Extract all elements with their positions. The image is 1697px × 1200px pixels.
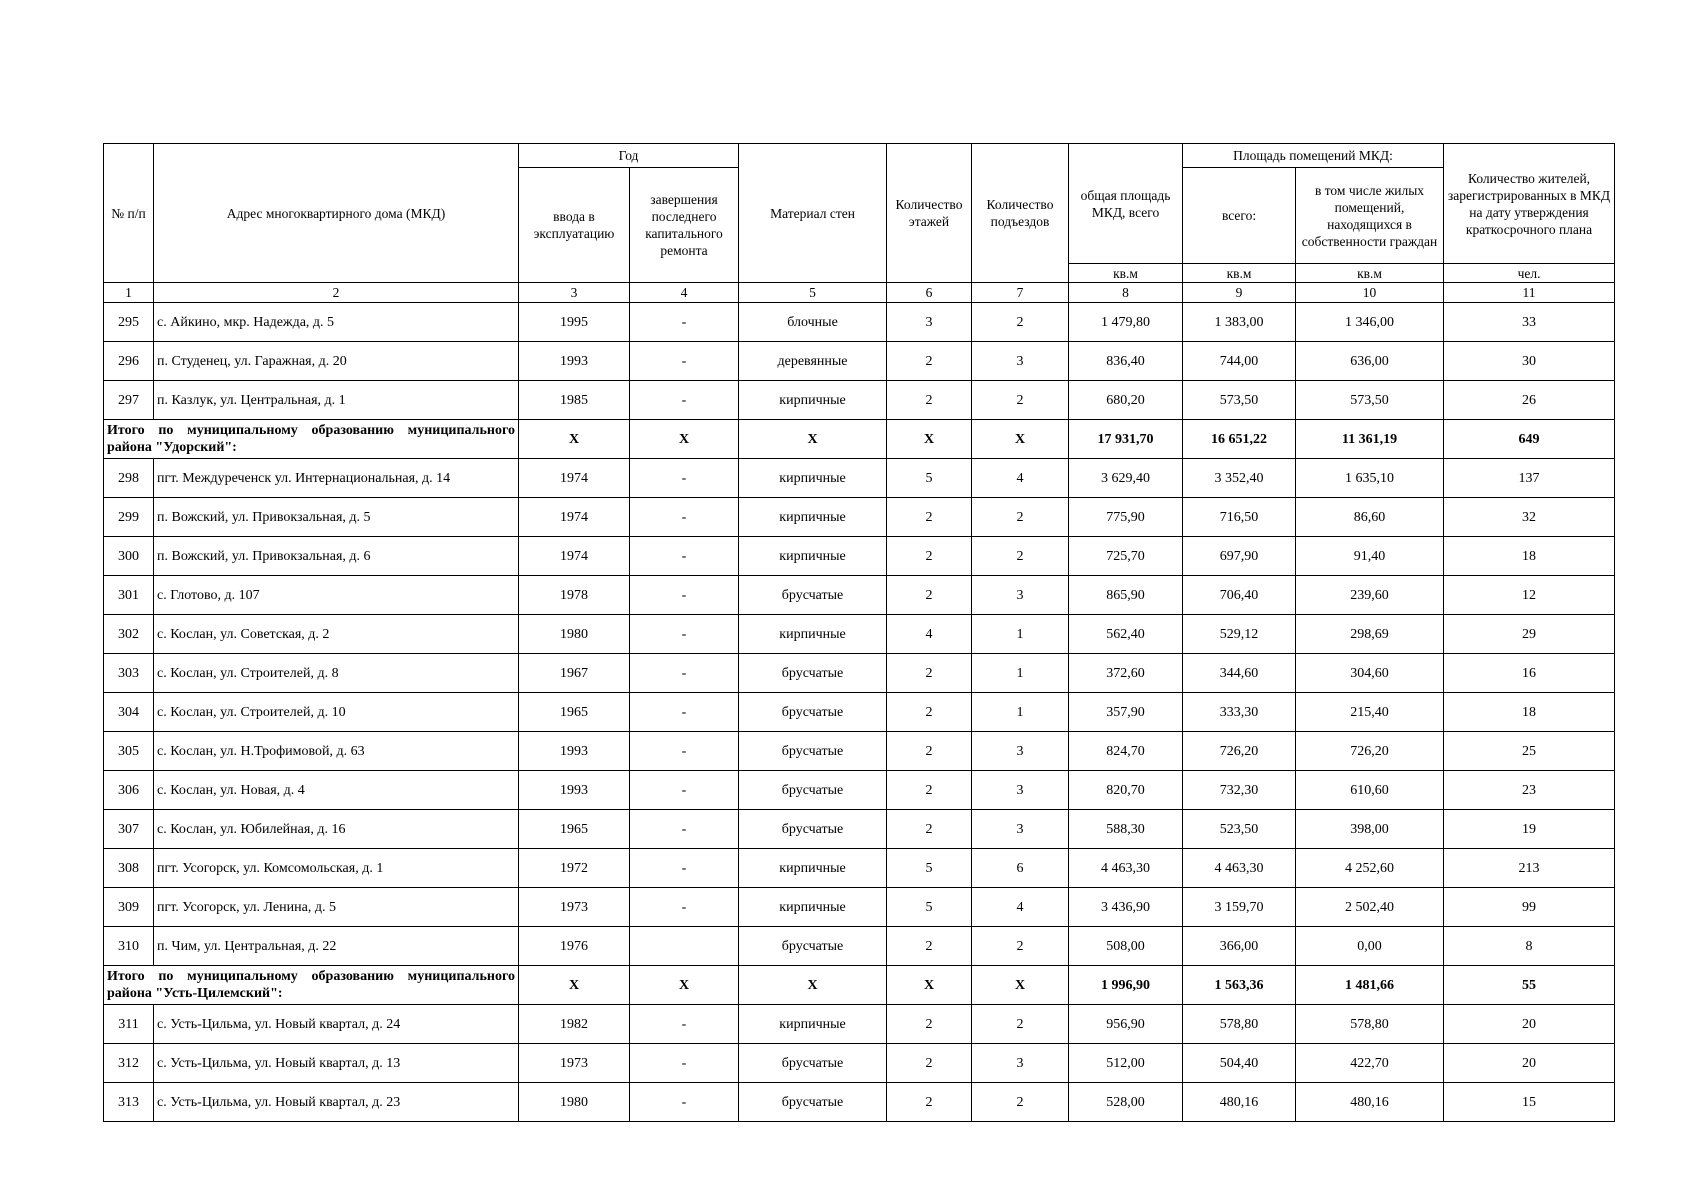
cell-year-last-repair: - — [630, 1044, 739, 1083]
column-number: 9 — [1183, 283, 1296, 303]
cell-floors: 2 — [887, 1044, 972, 1083]
column-number: 2 — [154, 283, 519, 303]
cell-entrances: X — [972, 420, 1069, 459]
cell-year-last-repair: - — [630, 732, 739, 771]
cell-area-all: 4 463,30 — [1183, 849, 1296, 888]
column-number: 3 — [519, 283, 630, 303]
cell-entrances: 3 — [972, 342, 1069, 381]
cell-entrances: 3 — [972, 732, 1069, 771]
cell-year-commission: 1973 — [519, 888, 630, 927]
cell-residents: 30 — [1444, 342, 1615, 381]
cell-wall-material: кирпичные — [739, 537, 887, 576]
cell-row-number: 297 — [104, 381, 154, 420]
cell-area-residential: 636,00 — [1296, 342, 1444, 381]
cell-total-area: 3 436,90 — [1069, 888, 1183, 927]
cell-entrances: 1 — [972, 693, 1069, 732]
cell-area-residential: 422,70 — [1296, 1044, 1444, 1083]
table-row — [104, 1083, 1615, 1122]
cell-residents: 32 — [1444, 498, 1615, 537]
cell-year-commission: 1982 — [519, 1005, 630, 1044]
cell-year-commission: 1974 — [519, 537, 630, 576]
subtotal-label: Итого по муниципальному образованию муниципального района "Усть-Цилемский": — [104, 966, 519, 1005]
cell-row-number: 311 — [104, 1005, 154, 1044]
cell-entrances: 2 — [972, 303, 1069, 342]
cell-address: с. Кослан, ул. Строителей, д. 8 — [154, 654, 519, 693]
cell-area-residential: 86,60 — [1296, 498, 1444, 537]
cell-area-residential: 578,80 — [1296, 1005, 1444, 1044]
cell-entrances: 1 — [972, 615, 1069, 654]
table-header — [104, 144, 1615, 303]
cell-area-residential: 1 481,66 — [1296, 966, 1444, 1005]
cell-area-all: 1 563,36 — [1183, 966, 1296, 1005]
cell-floors: 2 — [887, 771, 972, 810]
cell-entrances: 6 — [972, 849, 1069, 888]
header-year-group: Год — [519, 144, 739, 168]
cell-floors: 2 — [887, 537, 972, 576]
cell-total-area: 372,60 — [1069, 654, 1183, 693]
cell-year-last-repair: - — [630, 303, 739, 342]
cell-address: с. Кослан, ул. Строителей, д. 10 — [154, 693, 519, 732]
cell-floors: 2 — [887, 927, 972, 966]
table-row — [104, 732, 1615, 771]
cell-row-number: 300 — [104, 537, 154, 576]
cell-wall-material: брусчатые — [739, 576, 887, 615]
cell-row-number: 304 — [104, 693, 154, 732]
cell-wall-material: брусчатые — [739, 810, 887, 849]
cell-entrances: 2 — [972, 381, 1069, 420]
cell-entrances: 4 — [972, 888, 1069, 927]
header-year-last-repair: завершения последнего капитального ремонта — [630, 168, 739, 283]
table-row — [104, 1044, 1615, 1083]
cell-wall-material: брусчатые — [739, 732, 887, 771]
table-row — [104, 459, 1615, 498]
cell-area-all: 3 352,40 — [1183, 459, 1296, 498]
cell-residents: 16 — [1444, 654, 1615, 693]
cell-total-area: 820,70 — [1069, 771, 1183, 810]
cell-area-all: 366,00 — [1183, 927, 1296, 966]
cell-row-number: 295 — [104, 303, 154, 342]
cell-year-last-repair: - — [630, 1083, 739, 1122]
table-row — [104, 810, 1615, 849]
cell-floors: 2 — [887, 693, 972, 732]
cell-area-all: 1 383,00 — [1183, 303, 1296, 342]
cell-wall-material: брусчатые — [739, 927, 887, 966]
cell-wall-material: блочные — [739, 303, 887, 342]
header-premises-area-group: Площадь помещений МКД: — [1183, 144, 1444, 168]
cell-year-last-repair: - — [630, 849, 739, 888]
header-address: Адрес многоквартирного дома (МКД) — [154, 144, 519, 283]
cell-area-residential: 298,69 — [1296, 615, 1444, 654]
cell-residents: 99 — [1444, 888, 1615, 927]
column-number-row — [104, 283, 1615, 303]
cell-entrances: 3 — [972, 576, 1069, 615]
cell-wall-material: кирпичные — [739, 849, 887, 888]
cell-total-area: 562,40 — [1069, 615, 1183, 654]
cell-area-residential: 480,16 — [1296, 1083, 1444, 1122]
cell-year-commission: 1976 — [519, 927, 630, 966]
cell-area-residential: 398,00 — [1296, 810, 1444, 849]
cell-area-residential: 91,40 — [1296, 537, 1444, 576]
cell-area-all: 529,12 — [1183, 615, 1296, 654]
cell-row-number: 296 — [104, 342, 154, 381]
cell-floors: 2 — [887, 1005, 972, 1044]
cell-entrances: 4 — [972, 459, 1069, 498]
cell-year-commission: 1993 — [519, 342, 630, 381]
cell-year-last-repair: - — [630, 1005, 739, 1044]
cell-area-all: 697,90 — [1183, 537, 1296, 576]
subtotal-row — [104, 966, 1615, 1005]
cell-address: с. Усть-Цильма, ул. Новый квартал, д. 13 — [154, 1044, 519, 1083]
cell-residents: 12 — [1444, 576, 1615, 615]
header-floors: Количество этажей — [887, 144, 972, 283]
cell-total-area: 4 463,30 — [1069, 849, 1183, 888]
cell-total-area: 357,90 — [1069, 693, 1183, 732]
cell-total-area: 824,70 — [1069, 732, 1183, 771]
header-wall-material: Материал стен — [739, 144, 887, 283]
cell-year-last-repair: - — [630, 693, 739, 732]
cell-residents: 26 — [1444, 381, 1615, 420]
header-entrances: Количество подъездов — [972, 144, 1069, 283]
table-body — [104, 303, 1615, 1122]
cell-year-commission: 1967 — [519, 654, 630, 693]
cell-year-commission: 1973 — [519, 1044, 630, 1083]
cell-year-commission: 1980 — [519, 1083, 630, 1122]
cell-year-commission: 1974 — [519, 459, 630, 498]
cell-entrances: X — [972, 966, 1069, 1005]
mkd-register-table — [103, 143, 1615, 1122]
cell-area-all: 480,16 — [1183, 1083, 1296, 1122]
cell-wall-material: X — [739, 420, 887, 459]
cell-floors: 5 — [887, 459, 972, 498]
table-row — [104, 654, 1615, 693]
header-residents: Количество жителей, зарегистрированных в МКД на дату утверждения краткосрочного плана — [1444, 144, 1615, 264]
cell-wall-material: кирпичные — [739, 888, 887, 927]
cell-area-residential: 726,20 — [1296, 732, 1444, 771]
cell-area-all: 344,60 — [1183, 654, 1296, 693]
cell-total-area: 17 931,70 — [1069, 420, 1183, 459]
cell-row-number: 302 — [104, 615, 154, 654]
cell-residents: 15 — [1444, 1083, 1615, 1122]
cell-wall-material: брусчатые — [739, 771, 887, 810]
column-number: 1 — [104, 283, 154, 303]
cell-year-commission: 1985 — [519, 381, 630, 420]
column-number: 6 — [887, 283, 972, 303]
cell-entrances: 2 — [972, 498, 1069, 537]
cell-wall-material: кирпичные — [739, 1005, 887, 1044]
cell-row-number: 298 — [104, 459, 154, 498]
table-row — [104, 615, 1615, 654]
cell-wall-material: брусчатые — [739, 1044, 887, 1083]
cell-total-area: 836,40 — [1069, 342, 1183, 381]
subtotal-row — [104, 420, 1615, 459]
cell-floors: X — [887, 420, 972, 459]
cell-row-number: 313 — [104, 1083, 154, 1122]
cell-entrances: 2 — [972, 927, 1069, 966]
cell-year-commission: 1978 — [519, 576, 630, 615]
cell-row-number: 306 — [104, 771, 154, 810]
cell-residents: 19 — [1444, 810, 1615, 849]
cell-entrances: 1 — [972, 654, 1069, 693]
cell-residents: 8 — [1444, 927, 1615, 966]
cell-address: пгт. Междуреченск ул. Интернациональная, д. 14 — [154, 459, 519, 498]
cell-area-residential: 4 252,60 — [1296, 849, 1444, 888]
cell-year-commission: 1965 — [519, 810, 630, 849]
cell-residents: 18 — [1444, 537, 1615, 576]
cell-address: п. Казлук, ул. Центральная, д. 1 — [154, 381, 519, 420]
cell-year-commission: X — [519, 420, 630, 459]
cell-total-area: 512,00 — [1069, 1044, 1183, 1083]
cell-wall-material: брусчатые — [739, 654, 887, 693]
unit-area-residential: кв.м — [1296, 264, 1444, 283]
register-sheet — [103, 143, 1614, 1122]
cell-wall-material: кирпичные — [739, 381, 887, 420]
cell-address: п. Студенец, ул. Гаражная, д. 20 — [154, 342, 519, 381]
header-year-commission: ввода в эксплуатацию — [519, 168, 630, 283]
table-row — [104, 537, 1615, 576]
cell-area-all: 706,40 — [1183, 576, 1296, 615]
table-row — [104, 888, 1615, 927]
cell-residents: 213 — [1444, 849, 1615, 888]
cell-year-last-repair: - — [630, 615, 739, 654]
cell-row-number: 308 — [104, 849, 154, 888]
cell-area-residential: 1 635,10 — [1296, 459, 1444, 498]
cell-residents: 18 — [1444, 693, 1615, 732]
cell-row-number: 309 — [104, 888, 154, 927]
cell-year-last-repair: X — [630, 966, 739, 1005]
header-no: № п/п — [104, 144, 154, 283]
cell-wall-material: деревянные — [739, 342, 887, 381]
cell-floors: 5 — [887, 849, 972, 888]
cell-floors: 2 — [887, 498, 972, 537]
table-row — [104, 303, 1615, 342]
cell-area-residential: 304,60 — [1296, 654, 1444, 693]
cell-floors: 2 — [887, 342, 972, 381]
header-area-all: всего: — [1183, 168, 1296, 264]
column-number: 7 — [972, 283, 1069, 303]
table-row — [104, 342, 1615, 381]
table-row — [104, 498, 1615, 537]
cell-total-area: 1 479,80 — [1069, 303, 1183, 342]
cell-wall-material: кирпичные — [739, 498, 887, 537]
cell-year-last-repair: - — [630, 888, 739, 927]
cell-year-last-repair: - — [630, 537, 739, 576]
cell-total-area: 588,30 — [1069, 810, 1183, 849]
cell-total-area: 680,20 — [1069, 381, 1183, 420]
cell-area-all: 573,50 — [1183, 381, 1296, 420]
table-row — [104, 849, 1615, 888]
cell-area-all: 744,00 — [1183, 342, 1296, 381]
cell-year-commission: 1965 — [519, 693, 630, 732]
cell-area-residential: 1 346,00 — [1296, 303, 1444, 342]
cell-total-area: 3 629,40 — [1069, 459, 1183, 498]
table-row — [104, 927, 1615, 966]
unit-area-all: кв.м — [1183, 264, 1296, 283]
cell-row-number: 312 — [104, 1044, 154, 1083]
cell-area-residential: 610,60 — [1296, 771, 1444, 810]
header-total-area: общая площадь МКД, всего — [1069, 144, 1183, 264]
cell-area-all: 16 651,22 — [1183, 420, 1296, 459]
cell-residents: 25 — [1444, 732, 1615, 771]
cell-year-commission: 1972 — [519, 849, 630, 888]
cell-area-all: 716,50 — [1183, 498, 1296, 537]
cell-floors: 2 — [887, 810, 972, 849]
cell-row-number: 301 — [104, 576, 154, 615]
cell-floors: 2 — [887, 1083, 972, 1122]
cell-address: п. Чим, ул. Центральная, д. 22 — [154, 927, 519, 966]
cell-year-commission: 1974 — [519, 498, 630, 537]
cell-entrances: 3 — [972, 771, 1069, 810]
cell-area-residential: 0,00 — [1296, 927, 1444, 966]
cell-wall-material: X — [739, 966, 887, 1005]
cell-address: п. Вожский, ул. Привокзальная, д. 5 — [154, 498, 519, 537]
cell-wall-material: кирпичные — [739, 615, 887, 654]
cell-area-residential: 573,50 — [1296, 381, 1444, 420]
header-area-residential: в том числе жилых помещений, находящихся в собственности граждан — [1296, 168, 1444, 264]
column-number: 5 — [739, 283, 887, 303]
cell-wall-material: кирпичные — [739, 459, 887, 498]
cell-total-area: 725,70 — [1069, 537, 1183, 576]
cell-row-number: 305 — [104, 732, 154, 771]
cell-area-residential: 2 502,40 — [1296, 888, 1444, 927]
cell-residents: 649 — [1444, 420, 1615, 459]
cell-area-all: 732,30 — [1183, 771, 1296, 810]
cell-area-all: 504,40 — [1183, 1044, 1296, 1083]
cell-total-area: 865,90 — [1069, 576, 1183, 615]
column-number: 10 — [1296, 283, 1444, 303]
cell-residents: 20 — [1444, 1005, 1615, 1044]
cell-address: с. Усть-Цильма, ул. Новый квартал, д. 23 — [154, 1083, 519, 1122]
cell-area-residential: 11 361,19 — [1296, 420, 1444, 459]
cell-year-last-repair: - — [630, 576, 739, 615]
cell-area-all: 523,50 — [1183, 810, 1296, 849]
cell-address: пгт. Усогорск, ул. Ленина, д. 5 — [154, 888, 519, 927]
table-row — [104, 576, 1615, 615]
cell-total-area: 1 996,90 — [1069, 966, 1183, 1005]
cell-address: с. Кослан, ул. Н.Трофимовой, д. 63 — [154, 732, 519, 771]
cell-row-number: 307 — [104, 810, 154, 849]
cell-wall-material: брусчатые — [739, 1083, 887, 1122]
cell-year-commission: 1980 — [519, 615, 630, 654]
cell-entrances: 3 — [972, 1044, 1069, 1083]
table-row — [104, 381, 1615, 420]
cell-floors: 5 — [887, 888, 972, 927]
cell-year-commission: X — [519, 966, 630, 1005]
cell-entrances: 2 — [972, 1083, 1069, 1122]
cell-address: с. Усть-Цильма, ул. Новый квартал, д. 24 — [154, 1005, 519, 1044]
table-row — [104, 771, 1615, 810]
cell-year-last-repair — [630, 927, 739, 966]
cell-total-area: 956,90 — [1069, 1005, 1183, 1044]
cell-entrances: 2 — [972, 537, 1069, 576]
cell-residents: 29 — [1444, 615, 1615, 654]
cell-floors: 2 — [887, 654, 972, 693]
cell-entrances: 3 — [972, 810, 1069, 849]
column-number: 4 — [630, 283, 739, 303]
cell-area-all: 726,20 — [1183, 732, 1296, 771]
cell-year-commission: 1995 — [519, 303, 630, 342]
cell-address: пгт. Усогорск, ул. Комсомольская, д. 1 — [154, 849, 519, 888]
cell-year-last-repair: - — [630, 342, 739, 381]
cell-entrances: 2 — [972, 1005, 1069, 1044]
cell-residents: 33 — [1444, 303, 1615, 342]
cell-area-all: 3 159,70 — [1183, 888, 1296, 927]
cell-floors: 2 — [887, 732, 972, 771]
unit-residents: чел. — [1444, 264, 1615, 283]
cell-year-last-repair: - — [630, 771, 739, 810]
cell-residents: 55 — [1444, 966, 1615, 1005]
cell-area-residential: 239,60 — [1296, 576, 1444, 615]
cell-address: п. Вожский, ул. Привокзальная, д. 6 — [154, 537, 519, 576]
cell-year-last-repair: - — [630, 459, 739, 498]
cell-residents: 137 — [1444, 459, 1615, 498]
cell-year-last-repair: - — [630, 498, 739, 537]
cell-address: с. Кослан, ул. Юбилейная, д. 16 — [154, 810, 519, 849]
cell-year-commission: 1993 — [519, 732, 630, 771]
cell-address: с. Айкино, мкр. Надежда, д. 5 — [154, 303, 519, 342]
cell-row-number: 310 — [104, 927, 154, 966]
cell-address: с. Кослан, ул. Новая, д. 4 — [154, 771, 519, 810]
cell-floors: 2 — [887, 381, 972, 420]
cell-floors: 4 — [887, 615, 972, 654]
cell-total-area: 528,00 — [1069, 1083, 1183, 1122]
cell-total-area: 508,00 — [1069, 927, 1183, 966]
cell-residents: 23 — [1444, 771, 1615, 810]
cell-address: с. Глотово, д. 107 — [154, 576, 519, 615]
cell-area-all: 578,80 — [1183, 1005, 1296, 1044]
table-row — [104, 693, 1615, 732]
subtotal-label: Итого по муниципальному образованию муниципального района "Удорский": — [104, 420, 519, 459]
cell-year-last-repair: - — [630, 654, 739, 693]
cell-area-residential: 215,40 — [1296, 693, 1444, 732]
cell-row-number: 299 — [104, 498, 154, 537]
cell-wall-material: брусчатые — [739, 693, 887, 732]
cell-floors: X — [887, 966, 972, 1005]
cell-year-last-repair: - — [630, 810, 739, 849]
column-number: 8 — [1069, 283, 1183, 303]
cell-year-last-repair: - — [630, 381, 739, 420]
column-number: 11 — [1444, 283, 1615, 303]
cell-row-number: 303 — [104, 654, 154, 693]
cell-year-commission: 1993 — [519, 771, 630, 810]
cell-total-area: 775,90 — [1069, 498, 1183, 537]
cell-floors: 2 — [887, 576, 972, 615]
cell-year-last-repair: X — [630, 420, 739, 459]
unit-total-area: кв.м — [1069, 264, 1183, 283]
cell-floors: 3 — [887, 303, 972, 342]
table-row — [104, 1005, 1615, 1044]
cell-address: с. Кослан, ул. Советская, д. 2 — [154, 615, 519, 654]
cell-area-all: 333,30 — [1183, 693, 1296, 732]
cell-residents: 20 — [1444, 1044, 1615, 1083]
